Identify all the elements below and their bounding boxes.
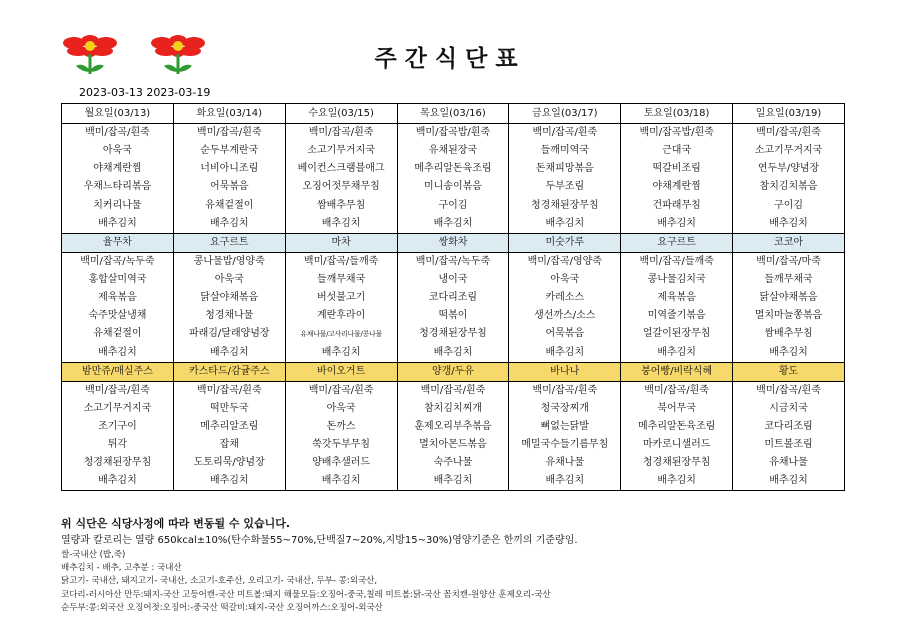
menu-cell: 배추김치 (397, 344, 509, 363)
menu-cell: 백미/잡곡/흰죽 (733, 381, 845, 400)
origin-info (61, 549, 551, 615)
menu-cell: 유채겉절이 (62, 325, 174, 343)
menu-cell: 배추김치 (509, 344, 621, 363)
menu-cell: 백미/잡곡/흰죽 (173, 124, 285, 143)
menu-cell: 백미/잡곡/흰죽 (173, 381, 285, 400)
menu-cell: 바나나 (509, 362, 621, 381)
snack-am-row (62, 233, 845, 252)
menu-cell: 백미/잡곡/녹두죽 (397, 252, 509, 271)
menu-cell: 조기구이 (62, 418, 174, 436)
menu-cell: 메추리알조림 (173, 418, 285, 436)
menu-cell: 마카로니샐러드 (621, 436, 733, 454)
menu-cell: 우채느타리볶음 (62, 178, 174, 196)
menu-cell: 백미/잡곡/흰죽 (509, 124, 621, 143)
menu-body (62, 124, 845, 491)
menu-cell: 생선까스/소스 (509, 307, 621, 325)
menu-cell: 카레소스 (509, 289, 621, 307)
day-header: 목요일(03/16) (397, 104, 509, 124)
menu-cell: 콩나물밥/영양죽 (173, 252, 285, 271)
day-header: 일요일(03/19) (733, 104, 845, 124)
menu-cell: 배추김치 (621, 215, 733, 234)
menu-cell: 청경채된장무침 (397, 325, 509, 343)
menu-cell: 근대국 (621, 142, 733, 160)
menu-cell: 백미/잡곡밥/흰죽 (397, 124, 509, 143)
menu-cell: 떡만두국 (173, 400, 285, 418)
menu-cell: 황도 (733, 362, 845, 381)
menu-cell: 어묵볶음 (173, 178, 285, 196)
menu-cell: 배추김치 (733, 215, 845, 234)
menu-cell: 백미/잡곡밥/흰죽 (621, 124, 733, 143)
menu-cell: 양갱/두유 (397, 362, 509, 381)
menu-cell: 백미/잡곡/흰죽 (397, 381, 509, 400)
breakfast-row (62, 142, 845, 160)
menu-cell: 참치김치볶음 (733, 178, 845, 196)
menu-cell: 바이오거트 (285, 362, 397, 381)
menu-cell: 미니송이볶음 (397, 178, 509, 196)
dinner-row (62, 381, 845, 400)
breakfast-row (62, 178, 845, 196)
menu-cell: 아욱국 (285, 400, 397, 418)
day-header: 수요일(03/15) (285, 104, 397, 124)
menu-cell: 잡채 (173, 436, 285, 454)
dinner-row (62, 472, 845, 491)
menu-cell: 백미/잡곡/들깨죽 (621, 252, 733, 271)
menu-cell: 쑥갓두부무침 (285, 436, 397, 454)
menu-cell: 청경채된장무침 (509, 197, 621, 215)
breakfast-row (62, 215, 845, 234)
breakfast-row (62, 197, 845, 215)
origin-line: 쌀-국내산 (밥,죽) (61, 550, 126, 560)
menu-cell: 쌈배추무침 (285, 197, 397, 215)
menu-cell: 배추김치 (285, 472, 397, 491)
menu-cell: 코코아 (733, 233, 845, 252)
menu-cell: 콩나물김치국 (621, 271, 733, 289)
menu-cell: 숙주맛살냉채 (62, 307, 174, 325)
menu-cell: 배추김치 (509, 472, 621, 491)
menu-cell: 청경채된장무침 (621, 454, 733, 472)
menu-cell: 배추김치 (173, 472, 285, 491)
menu-cell: 닭살야채볶음 (733, 289, 845, 307)
menu-cell: 요구르트 (173, 233, 285, 252)
menu-cell: 백미/잡곡/흰죽 (621, 381, 733, 400)
menu-cell: 너비아니조림 (173, 160, 285, 178)
menu-cell: 카스타드/감귤주스 (173, 362, 285, 381)
menu-cell: 배추김치 (397, 472, 509, 491)
menu-cell: 뼈없는닭발 (509, 418, 621, 436)
menu-cell: 요구르트 (621, 233, 733, 252)
menu-cell: 백미/잡곡/녹두죽 (62, 252, 174, 271)
menu-cell: 배추김치 (733, 472, 845, 491)
menu-cell: 순두부계란국 (173, 142, 285, 160)
origin-line: 배추김치 - 배추, 고추분 : 국내산 (61, 563, 182, 574)
origin-line: 닭고기- 국내산, 돼지고기- 국내산, 소고기-호주산, 오리고기- 국내산, 두부- 콩:외국산, (61, 576, 378, 587)
menu-cell: 어묵볶음 (509, 325, 621, 343)
day-header-row (62, 104, 845, 124)
day-header: 월요일(03/13) (62, 104, 174, 124)
menu-cell: 유채나물 (509, 454, 621, 472)
menu-cell: 얼갈이된장무침 (621, 325, 733, 343)
menu-cell: 야채계란찜 (62, 160, 174, 178)
menu-cell: 배추김치 (62, 344, 174, 363)
menu-cell: 시금치국 (733, 400, 845, 418)
menu-cell: 파래김/달래양념장 (173, 325, 285, 343)
menu-cell: 백미/잡곡/흰죽 (62, 381, 174, 400)
menu-cell: 베이컨스크램블애그 (285, 160, 397, 178)
menu-cell: 북어무국 (621, 400, 733, 418)
menu-cell: 떡갈비조림 (621, 160, 733, 178)
menu-cell: 양배추샐러드 (285, 454, 397, 472)
menu-cell: 숙주나물 (397, 454, 509, 472)
menu-cell: 아욱국 (173, 271, 285, 289)
dinner-row (62, 454, 845, 472)
lunch-row (62, 289, 845, 307)
menu-cell: 배추김치 (62, 215, 174, 234)
menu-cell: 청경채된장무침 (62, 454, 174, 472)
menu-cell: 유채나물 (733, 454, 845, 472)
menu-cell: 야채계란찜 (621, 178, 733, 196)
lunch-row (62, 307, 845, 325)
menu-cell: 소고기무거지국 (62, 400, 174, 418)
menu-cell: 백미/잡곡/흰죽 (509, 381, 621, 400)
menu-cell: 제육볶음 (62, 289, 174, 307)
dinner-row (62, 418, 845, 436)
nutrition-note: 열량과 칼로리는 열량 650kcal±10%(탄수화물55~70%,단백질7~20%,지방15~30%)영양기준은 한끼의 기준량임. (61, 535, 578, 546)
menu-cell: 배추김치 (285, 344, 397, 363)
menu-cell: 유채겉절이 (173, 197, 285, 215)
menu-cell: 배추김치 (62, 472, 174, 491)
menu-cell: 마차 (285, 233, 397, 252)
menu-cell: 훈제오리부추볶음 (397, 418, 509, 436)
menu-cell: 도토리묵/양념장 (173, 454, 285, 472)
menu-cell: 계란후라이 (285, 307, 397, 325)
day-header: 화요일(03/14) (173, 104, 285, 124)
menu-cell: 아욱국 (62, 142, 174, 160)
menu-cell: 쌈배추무침 (733, 325, 845, 343)
menu-cell: 미역줄기볶음 (621, 307, 733, 325)
menu-cell: 미숫가루 (509, 233, 621, 252)
snack-pm-row (62, 362, 845, 381)
menu-cell: 미트볼조림 (733, 436, 845, 454)
menu-cell: 배추김치 (621, 472, 733, 491)
menu-cell: 코다리조림 (397, 289, 509, 307)
menu-cell: 메추리알돈육조림 (397, 160, 509, 178)
date-range: 2023-03-13 2023-03-19 (79, 86, 211, 99)
menu-cell: 배추김치 (397, 215, 509, 234)
menu-cell: 유채된장국 (397, 142, 509, 160)
menu-cell: 멸치아몬드볶음 (397, 436, 509, 454)
page-title: 주간식단표 (374, 46, 526, 72)
menu-cell: 소고기무거지국 (285, 142, 397, 160)
origin-line: 코다리-러시아산 만두:돼지-국산 고등어캔-국산 미트볼:돼지 해물모듬:오징어-중국,칠레 미트볼:닭-국산 꼼치캔-원양산 훈제오리-국산 (61, 589, 551, 600)
menu-cell: 청경채나물 (173, 307, 285, 325)
lunch-row (62, 344, 845, 363)
menu-cell: 홍합살미역국 (62, 271, 174, 289)
breakfast-row (62, 160, 845, 178)
dinner-row (62, 436, 845, 454)
menu-cell: 멸치마늘쫑볶음 (733, 307, 845, 325)
menu-cell: 코다리조림 (733, 418, 845, 436)
menu-cell: 밤만쥬/매실주스 (62, 362, 174, 381)
menu-cell: 들깨미역국 (509, 142, 621, 160)
menu-cell: 백미/잡곡/흰죽 (62, 124, 174, 143)
dinner-row (62, 400, 845, 418)
menu-cell: 쌍화차 (397, 233, 509, 252)
lunch-row (62, 325, 845, 343)
origin-line: 순두부:콩:외국산 오징어젓:오징어:-중국산 떡갈비:돼지-국산 오징어까스:오징어-외국산 (61, 602, 383, 613)
menu-cell: 들깨무채국 (733, 271, 845, 289)
menu-cell: 건파래무침 (621, 197, 733, 215)
menu-cell: 유채나물/고사리나물/콩나물 (285, 325, 397, 343)
menu-cell: 배추김치 (285, 215, 397, 234)
menu-cell: 백미/잡곡/흰죽 (733, 124, 845, 143)
menu-cell: 메추리알돈육조림 (621, 418, 733, 436)
menu-cell: 붕어빵/비락식혜 (621, 362, 733, 381)
menu-cell: 청국장찌개 (509, 400, 621, 418)
day-header: 토요일(03/18) (621, 104, 733, 124)
menu-cell: 두부조림 (509, 178, 621, 196)
menu-cell: 구이김 (397, 197, 509, 215)
menu-cell: 배추김치 (173, 215, 285, 234)
menu-cell: 냉이국 (397, 271, 509, 289)
menu-cell: 치커리나물 (62, 197, 174, 215)
menu-cell: 율무차 (62, 233, 174, 252)
menu-cell: 들깨무채국 (285, 271, 397, 289)
menu-cell: 배추김치 (733, 344, 845, 363)
menu-cell: 백미/잡곡/들깨죽 (285, 252, 397, 271)
menu-cell: 오징어젓무채무침 (285, 178, 397, 196)
menu-cell: 백미/잡곡/마죽 (733, 252, 845, 271)
lunch-row (62, 271, 845, 289)
menu-cell: 백미/잡곡/흰죽 (285, 381, 397, 400)
menu-cell: 배추김치 (621, 344, 733, 363)
menu-cell: 메밀국수들기름무침 (509, 436, 621, 454)
weekly-menu-table (61, 103, 845, 491)
menu-cell: 제육볶음 (621, 289, 733, 307)
menu-cell: 백미/잡곡/영양죽 (509, 252, 621, 271)
menu-cell: 닭살야채볶음 (173, 289, 285, 307)
menu-cell: 배추김치 (509, 215, 621, 234)
menu-cell: 연두부/양념장 (733, 160, 845, 178)
menu-cell: 아욱국 (509, 271, 621, 289)
menu-cell: 떡볶이 (397, 307, 509, 325)
change-notice: 위 식단은 식당사정에 따라 변동될 수 있습니다. (61, 517, 291, 530)
day-header: 금요일(03/17) (509, 104, 621, 124)
menu-cell: 소고기무거지국 (733, 142, 845, 160)
breakfast-row (62, 124, 845, 143)
menu-cell: 참치김치찌개 (397, 400, 509, 418)
menu-cell: 백미/잡곡/흰죽 (285, 124, 397, 143)
menu-cell: 버섯불고기 (285, 289, 397, 307)
menu-cell: 구이김 (733, 197, 845, 215)
menu-cell: 배추김치 (173, 344, 285, 363)
menu-cell: 돈채피망볶음 (509, 160, 621, 178)
menu-cell: 튀각 (62, 436, 174, 454)
lunch-row (62, 252, 845, 271)
menu-cell: 돈까스 (285, 418, 397, 436)
